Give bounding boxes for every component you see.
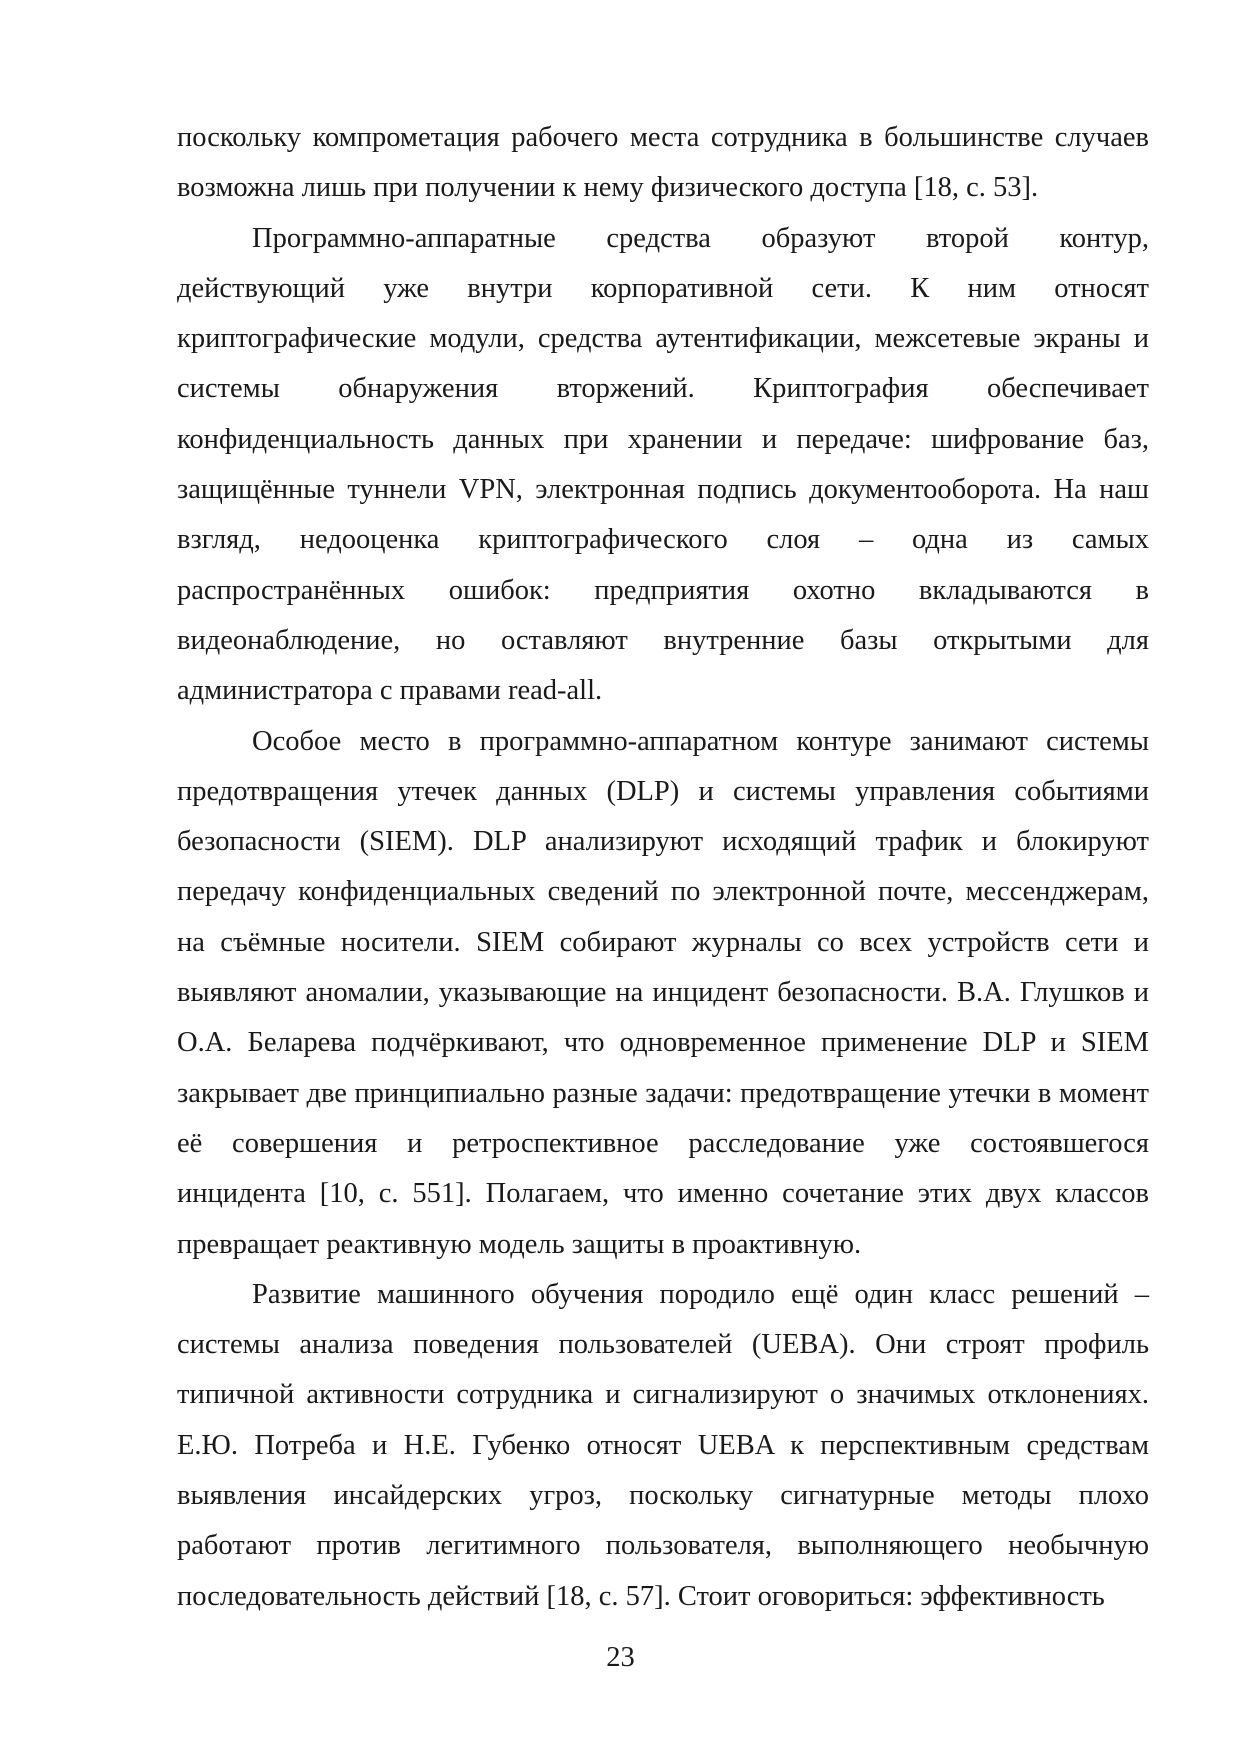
paragraph-ueba: Развитие машинного обучения породило ещё один класс решений – системы анализа поведения пользователей (UEBA). Они строят профиль типичной активности сотрудника и сигнализируют о значимых отклонениях. Е.Ю. Потреба и Н.Е. Губенко относят UEBA к перспективным средствам выявления инсайдерских угроз, поскольку сигнатурные методы плохо работают против легитимного пользователя, выполняющего необычную последовательность действий [18, с. 57]. Стоит оговориться: эффективность — [177, 1278, 1149, 1612]
paragraph-dlp-siem: Особое место в программно-аппаратном контуре занимают системы предотвращения утечек данных (DLP) и системы управления событиями безопасности (SIEM). DLP анализируют исходящий трафик и блокируют передачу конфиденциальных сведений по электронной почте, мессенджерам, на съёмные носители. SIEM собирают журналы со всех устройств сети и выявляют аномалии, указывающие на инцидент безопасности. В.А. Глушков и О.А. Беларева подчёркивают, что одновременное применение DLP и SIEM закрывает две принципиально разные задачи: предотвращение утечки в момент её совершения и ретроспективное расследование уже состоявшегося инцидента [10, с. 551]. Полагаем, что именно сочетание этих двух классов превращает реактивную модель защиты в проактивную. — [177, 725, 1149, 1260]
body-text — [177, 113, 1149, 1622]
paragraph-continuation: поскольку компрометация рабочего места сотрудника в большинстве случаев возможна лишь при получении к нему физического доступа [18, с. 53]. — [177, 122, 1149, 204]
paragraph-hardware-software: Программно-аппаратные средства образуют второй контур, действующий уже внутри корпоративной сети. К ним относят криптографические модули, средства аутентификации, межсетевые экраны и системы обнаружения вторжений. Криптография обеспечивает конфиденциальность данных при хранении и передаче: шифрование баз, защищённые туннели VPN, электронная подпись документооборота. На наш взгляд, недооценка криптографического слоя – одна из самых распространённых ошибок: предприятия охотно вкладываются в видеонаблюдение, но оставляют внутренние базы открытыми для администратора с правами read-all. — [177, 222, 1149, 707]
page-number: 23 — [606, 1642, 635, 1673]
